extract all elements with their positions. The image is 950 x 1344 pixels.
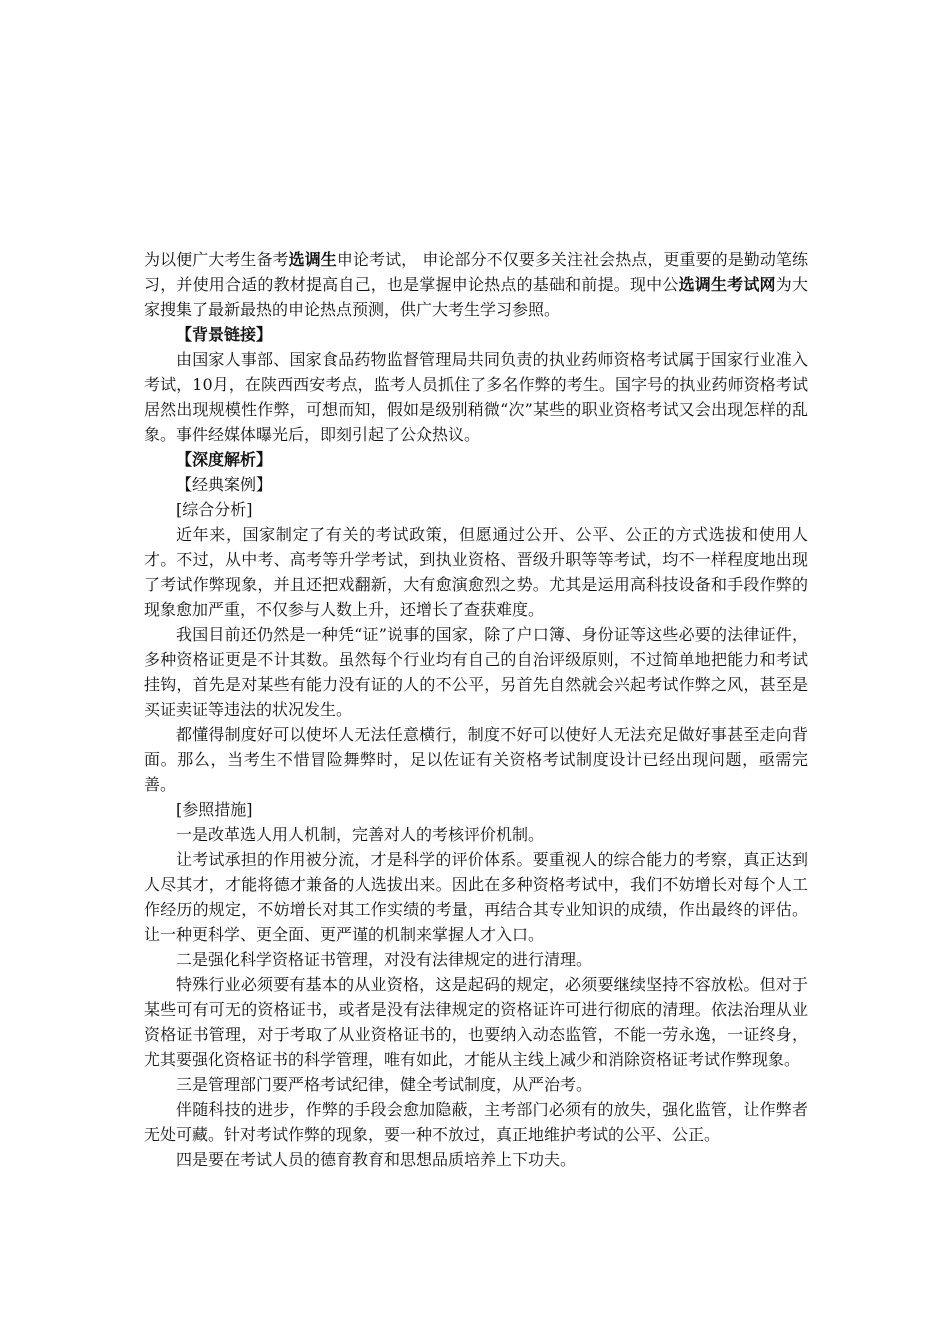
keyword-site-name: 选调生考试网 (678, 275, 776, 294)
heading-reference-measures: [参照措施] (176, 800, 253, 819)
intro-text-2: 申论考试， 申论部分不仅要多关注社会热点，更重要的是勤动笔练习，并使用合适的教材提高自己，也是掌握申论热点的基础和前提。现中公 (144, 250, 808, 294)
intro-paragraph (144, 247, 808, 322)
measure-3-title: 三是管理部门要严格考试纪律，健全考试制度，从严治考。 (176, 1075, 593, 1094)
measure-1-title: 一是改革选人用人机制，完善对人的考核评价机制。 (176, 825, 545, 844)
keyword-xuandiaosheng: 选调生 (288, 250, 337, 269)
measure-4-title: 四是要在考试人员的德育教育和思想品质培养上下功夫。 (176, 1150, 577, 1169)
measure-3-detail: 伴随科技的进步，作弊的手段会愈加隐蔽，主考部门必须有的放失，强化监管，让作弊者无处可藏。针对考试作弊的现象，要一种不放过，真正地维护考试的公平、公正。 (144, 1100, 808, 1144)
measure-2-detail: 特殊行业必须要有基本的从业资格，这是起码的规定，必须要继续坚持不容放松。但对于某些可有可无的资格证书，或者是没有法律规定的资格证许可进行彻底的清理。依法治理从业资格证书管理，对于考取了从业资格证书的，也要纳入动态监管，不能一劳永逸，一证终身，尤其要强化资格证书的科学管理，唯有如此，才能从主线上减少和消除资格证考试作弊现象。 (144, 975, 808, 1069)
heading-background: 【背景链接】 (176, 325, 273, 344)
intro-text-3: 为大家搜集了最新最热的申论热点预测，供广大考生学习参照。 (144, 275, 808, 319)
article-body (144, 247, 808, 1172)
heading-classic-case: 【经典案例】 (176, 475, 273, 494)
heading-comprehensive-analysis: [综合分析] (176, 500, 253, 519)
analysis-paragraph-1: 近年来，国家制定了有关的考试政策，但愿通过公开、公平、公正的方式选拔和使用人才。不过，从中考、高考等升学考试，到执业资格、晋级升职等等考试，均不一样程度地出现了考试作弊现象，并且还把戏翻新，大有愈演愈烈之势。尤其是运用高科技设备和手段作弊的现象愈加严重，不仅参与人数上升，还增长了查获难度。 (144, 525, 808, 619)
background-paragraph: 由国家人事部、国家食品药物监督管理局共同负责的执业药师资格考试属于国家行业准入考试，10月，在陕西西安考点，监考人员抓住了多名作弊的考生。国字号的执业药师资格考试居然出现规模性作弊，可想而知，假如是级别稍微“次”某些的职业资格考试又会出现怎样的乱象。事件经媒体曝光后，即刻引起了公众热议。 (144, 350, 808, 444)
heading-analysis: 【深度解析】 (176, 450, 273, 469)
intro-text-1: 为以便广大考生备考 (144, 250, 289, 269)
measure-2-title: 二是强化科学资格证书管理，对没有法律规定的进行清理。 (176, 950, 593, 969)
analysis-paragraph-3: 都懂得制度好可以使坏人无法任意横行，制度不好可以使好人无法充足做好事甚至走向背面。那么，当考生不惜冒险舞弊时，足以佐证有关资格考试制度设计已经出现问题，亟需完善。 (144, 725, 808, 794)
analysis-paragraph-2: 我国目前还仍然是一种凭“证”说事的国家，除了户口簿、身份证等这些必要的法律证件，多种资格证更是不计其数。虽然每个行业均有自己的自治评级原则，不过简单地把能力和考试挂钩，首先是对某些有能力没有证的人的不公平，另首先自然就会兴起考试作弊之风，甚至是买证卖证等违法的状况发生。 (144, 625, 808, 719)
measure-1-detail: 让考试承担的作用被分流，才是科学的评价体系。要重视人的综合能力的考察，真正达到人尽其才，才能将德才兼备的人选拔出来。因此在多种资格考试中，我们不妨增长对每个人工作经历的规定，不妨增长对其工作实绩的考量，再结合其专业知识的成绩，作出最终的评估。让一种更科学、更全面、更严谨的机制来掌握人才入口。 (144, 850, 808, 944)
